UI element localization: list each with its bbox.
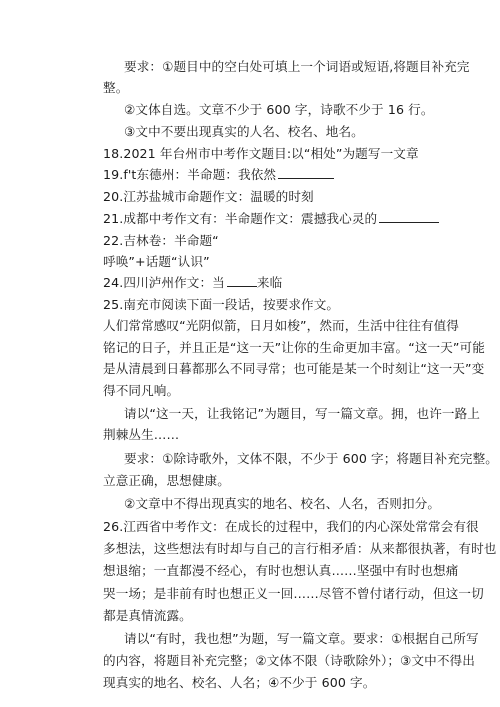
- text-line: 呼唤”+话题“认识”: [103, 254, 210, 269]
- text-line: 22.吉林卷：半命题“: [103, 233, 219, 248]
- text-line-with-blank: [103, 209, 439, 228]
- text-line: 整。: [103, 80, 129, 95]
- text-line: 人们常常感叹“光阴似箭，日月如梭”，然而，生活中往往有值得: [103, 318, 459, 333]
- text-line: 铭记的日子，并且正是“这一天”让你的生命更加丰富。“这一天”可能: [103, 340, 485, 355]
- text-line: 哭一场；是非前有时也想正义一回……尽管不曾付诸行动，但这一切: [103, 586, 484, 601]
- text-line: 多想法，这些想法有时却与自己的言行相矛盾：从来都很执著，有时也: [103, 541, 497, 556]
- text-line: ③文中不要出现真实的人名、校名、地名。: [124, 124, 364, 139]
- text-fragment: 21.成都中考作文有：半命题作文：震撼我心灵的: [103, 211, 378, 226]
- text-line: 现真实的地名、校名、人名；④不少于 600 字。: [103, 675, 376, 690]
- text-line: 20.江苏盐城市命题作文：温暖的时刻: [103, 189, 314, 204]
- text-line: ②文章中不得出现真实的地名、校名、人名，否则扣分。: [124, 496, 441, 511]
- text-line: 荆棘丛生……: [103, 427, 180, 442]
- text-line: 请以“这一天，让我铭记”为题目，写一篇文章。拥，也许一路上: [124, 406, 480, 421]
- text-line-with-blank: [103, 273, 282, 292]
- text-line: 18.2021 年台州市中考作文题目:以“相处”为题写一文章: [103, 146, 419, 161]
- text-line: 想退缩；一直都漫不经心，有时也想认真……坚强中有时也想痛: [103, 563, 459, 578]
- text-line: 立意正确，思想健康。: [103, 473, 230, 488]
- fill-in-blank: [379, 210, 439, 223]
- text-line: 都是真情流露。: [103, 608, 192, 623]
- text-line: 请以“有时，我也想”为题，写一篇文章。要求：①根据自己所写: [124, 631, 479, 646]
- text-line: 要求：①除诗歌外，文体不限，不少于 600 字；将题目补充完整。: [124, 451, 498, 466]
- text-fragment: 来临: [256, 275, 283, 290]
- text-line: 要求：①题目中的空白处可填上一个词语或短语,将题目补充完: [124, 59, 470, 74]
- text-line: 的内容，将题目补充完整；②文体不限（诗歌除外）；③文中不得出: [103, 653, 475, 668]
- text-line-with-blank: [103, 165, 334, 184]
- fill-in-blank: [278, 166, 334, 179]
- text-line: 是从清晨到日暮都那么不同寻常；也可能是某一个时刻让“这一天”变: [103, 361, 485, 376]
- text-line: ②文体自选。文章不少于 600 字，诗歌不少于 16 行。: [124, 102, 434, 117]
- text-fragment: 24.四川泸州作文：当: [103, 275, 225, 290]
- fill-in-blank: [227, 274, 257, 287]
- text-line: 得不同凡响。: [103, 383, 180, 398]
- text-line: 26.江西省中考作文：在成长的过程中，我们的内心深处常常会有很: [103, 519, 479, 534]
- text-line: 25.南充市阅读下面一段话，按要求作文。: [103, 297, 340, 312]
- text-fragment: 19.f't东德州：半命题：我依然: [103, 167, 277, 182]
